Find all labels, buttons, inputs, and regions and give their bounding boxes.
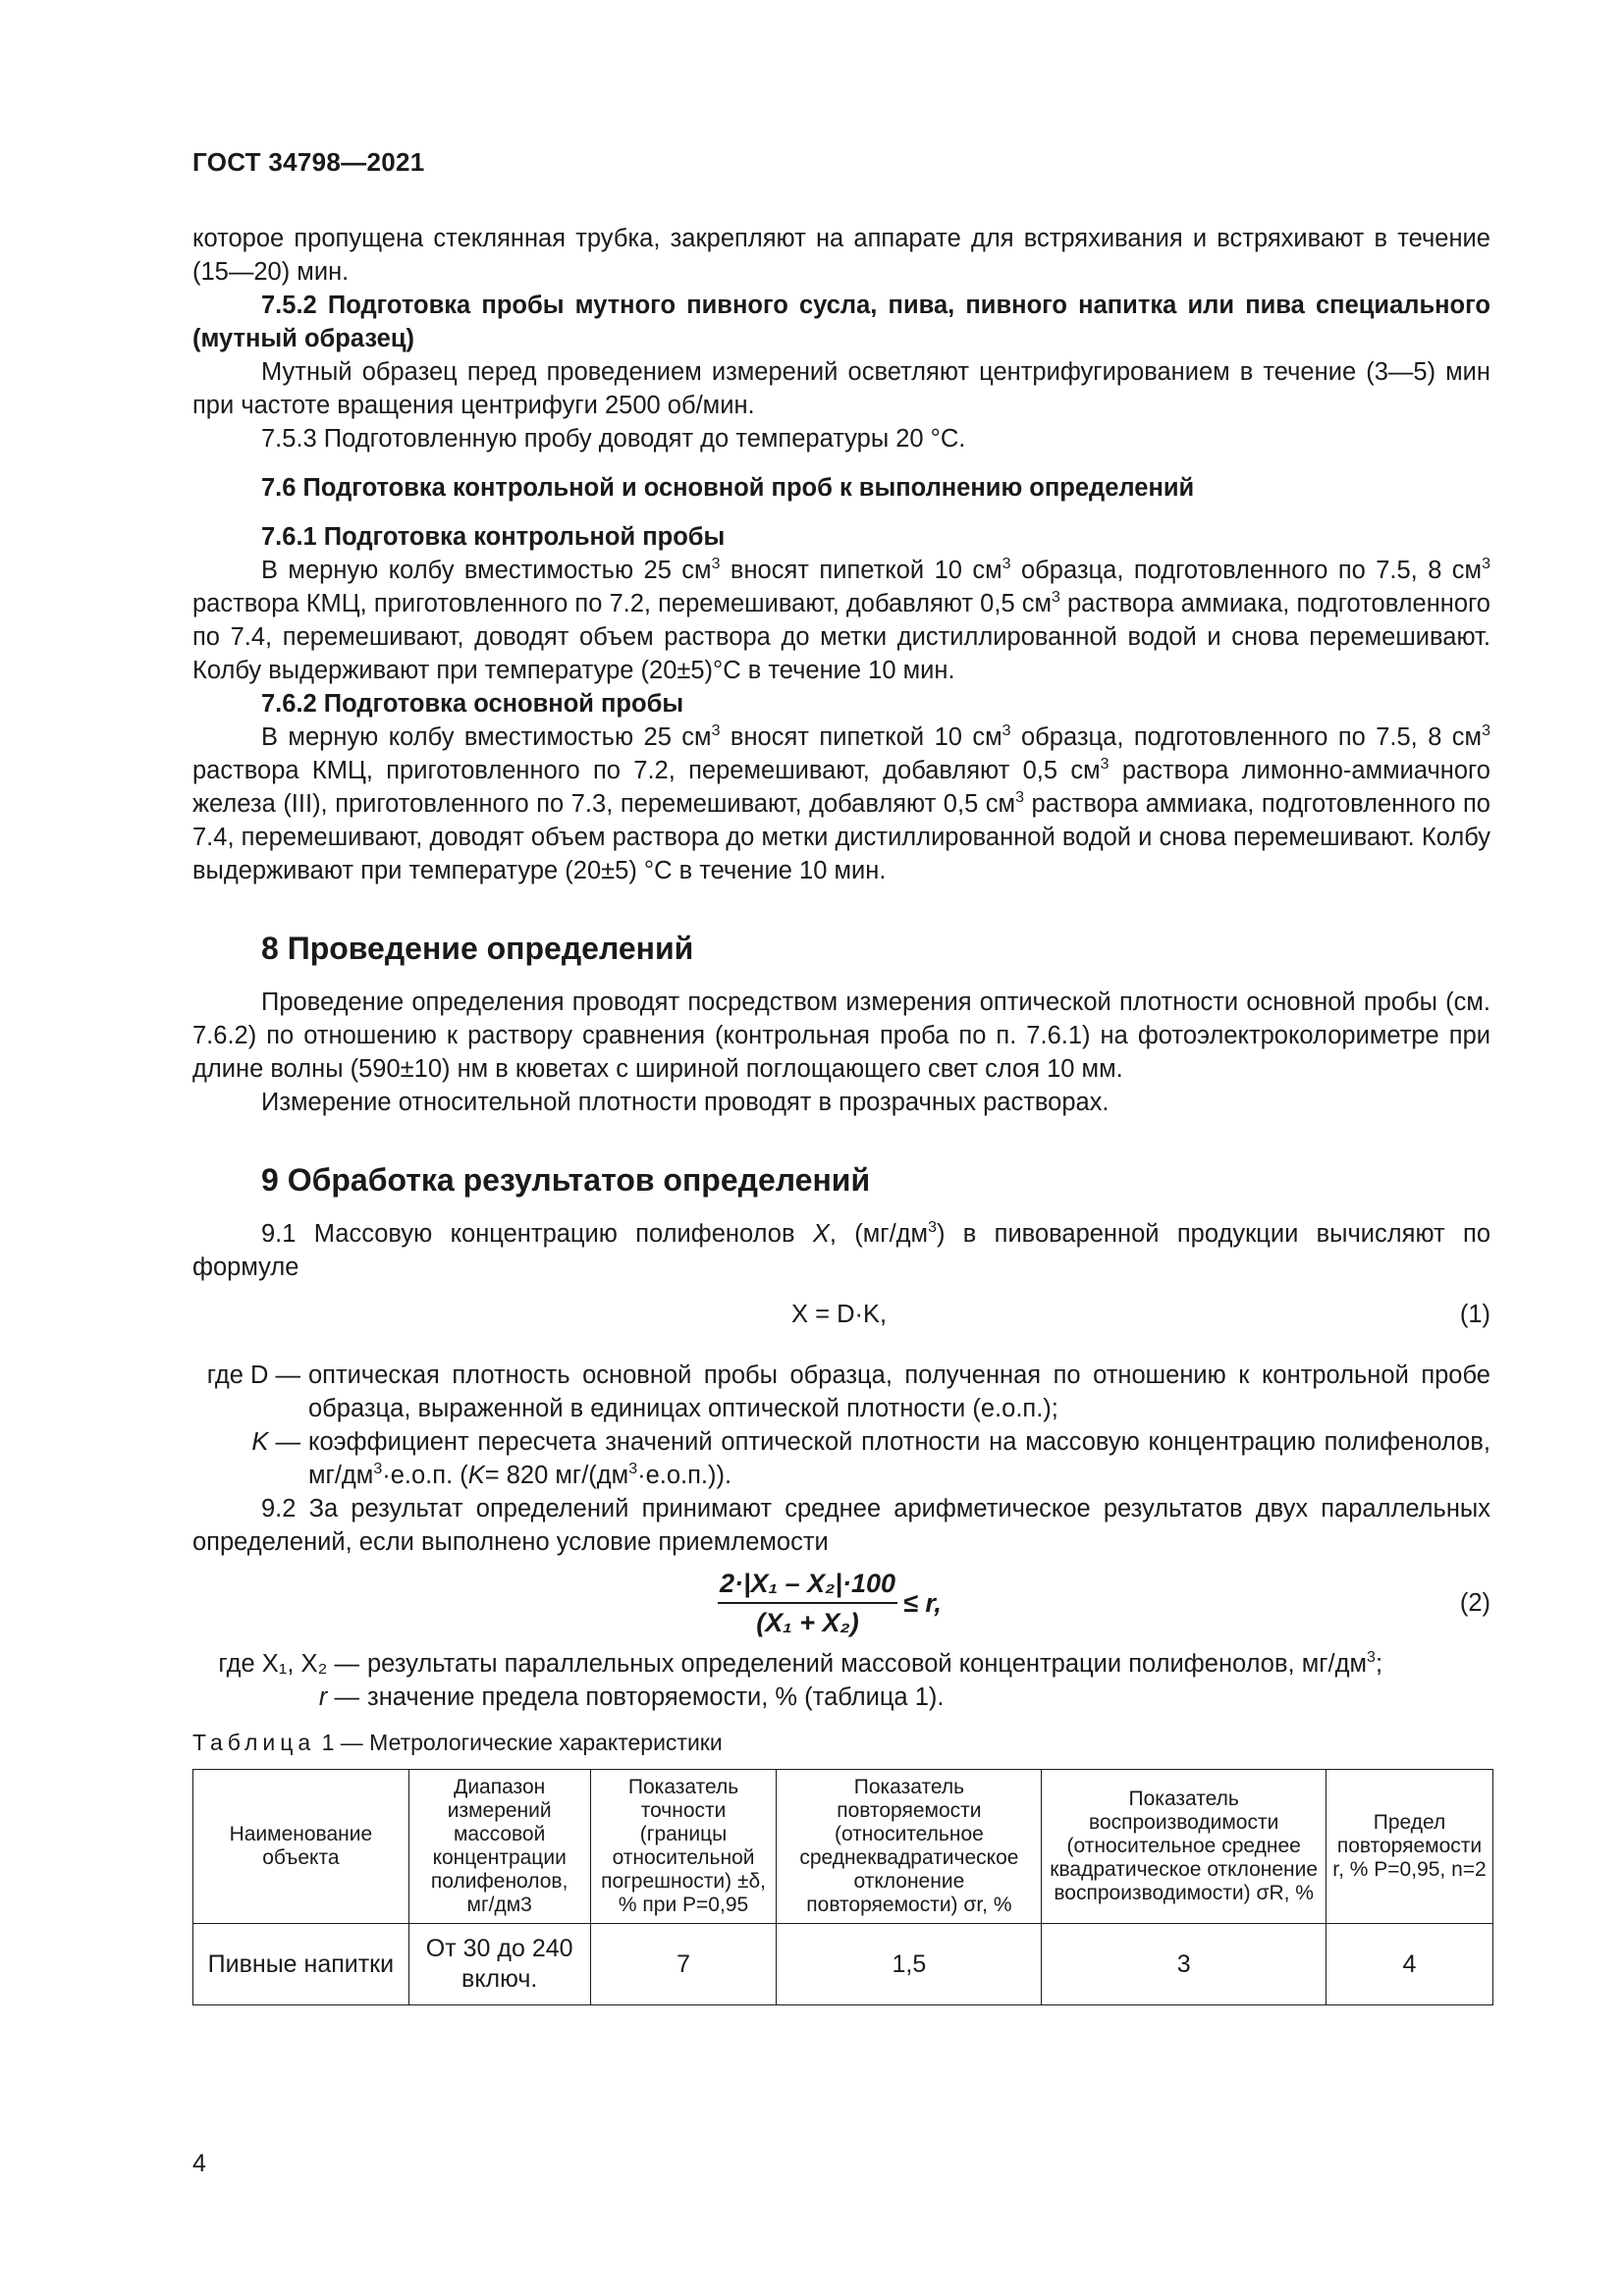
definition-d (183, 1359, 1490, 1425)
definition-k-text: коэффициент пересчета значений оптической плотности на массовую концентрацию полифенолов, $мг/дм^3\cdot е.о.п$. (K= 820 $мг/(дм^3\cdot е.о.п.)$). (308, 1428, 1490, 1489)
metrology-table (192, 1769, 1493, 2005)
definition-d-term: где D — (206, 1362, 300, 1389)
cell-object: Пивные напитки (193, 1924, 409, 2005)
formula-2-numerator: 2·|X₁ – X₂|·100 (718, 1567, 897, 1604)
paragraph-continuation: которое пропущена стеклянная трубка, закрепляют на аппарате для встряхивания и встряхивают в течение (15—20) мин. (192, 225, 1490, 286)
cell-accuracy: 7 (590, 1924, 777, 2005)
clause-7-6-1-text: В мерную колбу вместимостью 25 $см^3$ вносят пипеткой 10 $см^3$ образца, подготовленного по 7.5, 8 $см^3$ раствора КМЦ, приготовленного по 7.2, перемешивают, добавляют 0,5 $см^3$ раствора аммиака, подготовленного по 7.4, перемешивают, доводят объем раствора до метки дистиллированной водой и снова перемешивают. Колбу выдерживают при температуре (20±5)°С в течение 10 мин. (192, 556, 1490, 684)
section-8-text: Проведение определения проводят посредством измерения оптической плотности основной пробы (см. 7.6.2) по отношению к раствору сравнения (контрольная проба по п. 7.6.1) на фотоэлектроколориметре при длине волны (590±10) нм в кюветах с шириной поглощающего свет слоя 10 мм. (192, 988, 1490, 1083)
clause-7-6-1-heading: 7.6.1 Подготовка контрольной пробы (261, 523, 726, 551)
definition-k (183, 1425, 1490, 1492)
header-repeatability: Показатель повторяемости (относительное среднеквадратическое отклонение повторяемости) σr, % (777, 1770, 1042, 1924)
definition-r-term: r — (318, 1683, 359, 1711)
definition-d-text: оптическая плотность основной пробы образца, полученная по отношению к контрольной пробе образца, выраженной в единицах оптической плотности (е.о.п.); (308, 1362, 1490, 1422)
definition-k-term: K — (251, 1428, 300, 1456)
header-accuracy: Показатель точности (границы относительной погрешности) ±δ, % при P=0,95 (590, 1770, 777, 1924)
table-header-row (193, 1770, 1493, 1924)
definition-x-term: где X₁, X₂ — (218, 1650, 359, 1678)
cell-range: От 30 до 240 включ. (408, 1924, 590, 2005)
definition-r-text: значение предела повторяемости, % (таблица 1). (367, 1683, 945, 1711)
section-8-note: Измерение относительной плотности проводят в прозрачных растворах. (261, 1089, 1110, 1116)
header-repeatability-limit: Предел повторяемости r, % P=0,95, n=2 (1326, 1770, 1493, 1924)
definition-x (183, 1647, 1490, 1681)
formula-2-expression (718, 1567, 942, 1639)
formula-2 (192, 1567, 1490, 1641)
clause-9-2-text: 9.2 За результат определений принимают среднее арифметическое результатов двух параллельных определений, если выполнено условие приемлемости (192, 1495, 1490, 1556)
clause-7-6-2-text: В мерную колбу вместимостью 25 $см^3$ вносят пипеткой 10 $см^3$ образца, подготовленного по 7.5, 8 $см^3$ раствора КМЦ, приготовленного по 7.2, перемешивают, добавляют 0,5 $см^3$ раствора лимонно-аммиачного железа (III), приготовленного по 7.3, перемешивают, добавляют 0,5 $см^3$ раствора аммиака, подготовленного по 7.4, перемешивают, доводят объем раствора до метки дистиллированной водой и снова перемешивают. Колбу выдерживают при температуре (20±5) °С в течение 10 мин. (192, 722, 1490, 884)
table-row (193, 1924, 1493, 2005)
formula-1-expression: X = D·K, (791, 1301, 888, 1328)
section-8-title: 8 Проведение определений (261, 931, 694, 966)
cell-repeatability-limit: 4 (1326, 1924, 1493, 2005)
cell-repeatability: 1,5 (777, 1924, 1042, 2005)
formula-2-denominator: (X₁ + X₂) (756, 1608, 859, 1637)
header-object: Наименование объекта (193, 1770, 409, 1924)
standard-code-header: ГОСТ 34798—2021 (192, 147, 425, 177)
header-range: Диапазон измерений массовой концентрации полифенолов, мг/дм3 (408, 1770, 590, 1924)
page-number: 4 (192, 2150, 206, 2177)
section-9-title: 9 Обработка результатов определений (261, 1162, 871, 1198)
clause-7-5-2-text: Мутный образец перед проведением измерений осветляют центрифугированием в течение (3—5) мин при частоте вращения центрифуги 2500 об/мин. (192, 358, 1490, 419)
clause-7-6-heading: 7.6 Подготовка контрольной и основной проб к выполнению определений (261, 474, 1195, 502)
definition-r (183, 1681, 1490, 1714)
cell-reproducibility: 3 (1042, 1924, 1326, 2005)
clause-7-6-2-heading: 7.6.2 Подготовка основной пробы (261, 690, 684, 718)
formula-2-number: (2) (1459, 1589, 1490, 1617)
header-reproducibility: Показатель воспроизводимости (относительное среднее квадратическое отклонение воспроизводимости) σR, % (1042, 1770, 1326, 1924)
formula-1-number: (1) (1459, 1301, 1490, 1328)
definition-x-text: результаты параллельных определений массовой концентрации полифенолов, $мг/дм^3$; (367, 1649, 1383, 1678)
clause-7-5-3-text: 7.5.3 Подготовленную пробу доводят до температуры 20 °С. (261, 425, 966, 453)
clause-7-5-2-heading: 7.5.2 Подготовка пробы мутного пивного сусла, пива, пивного напитка или пива специального (мутный образец) (192, 292, 1490, 352)
clause-9-1-text: 9.1 Массовую концентрацию полифенолов X, $(мг/дм^3)$ в пивоваренной продукции вычисляют по формуле (192, 1219, 1491, 1281)
formula-2-condition: ≤ r, (903, 1588, 942, 1618)
document-body (192, 222, 1490, 2005)
table-caption: Таблица 1 — Метрологические характеристики (192, 1730, 723, 1755)
formula-1 (192, 1298, 1490, 1337)
